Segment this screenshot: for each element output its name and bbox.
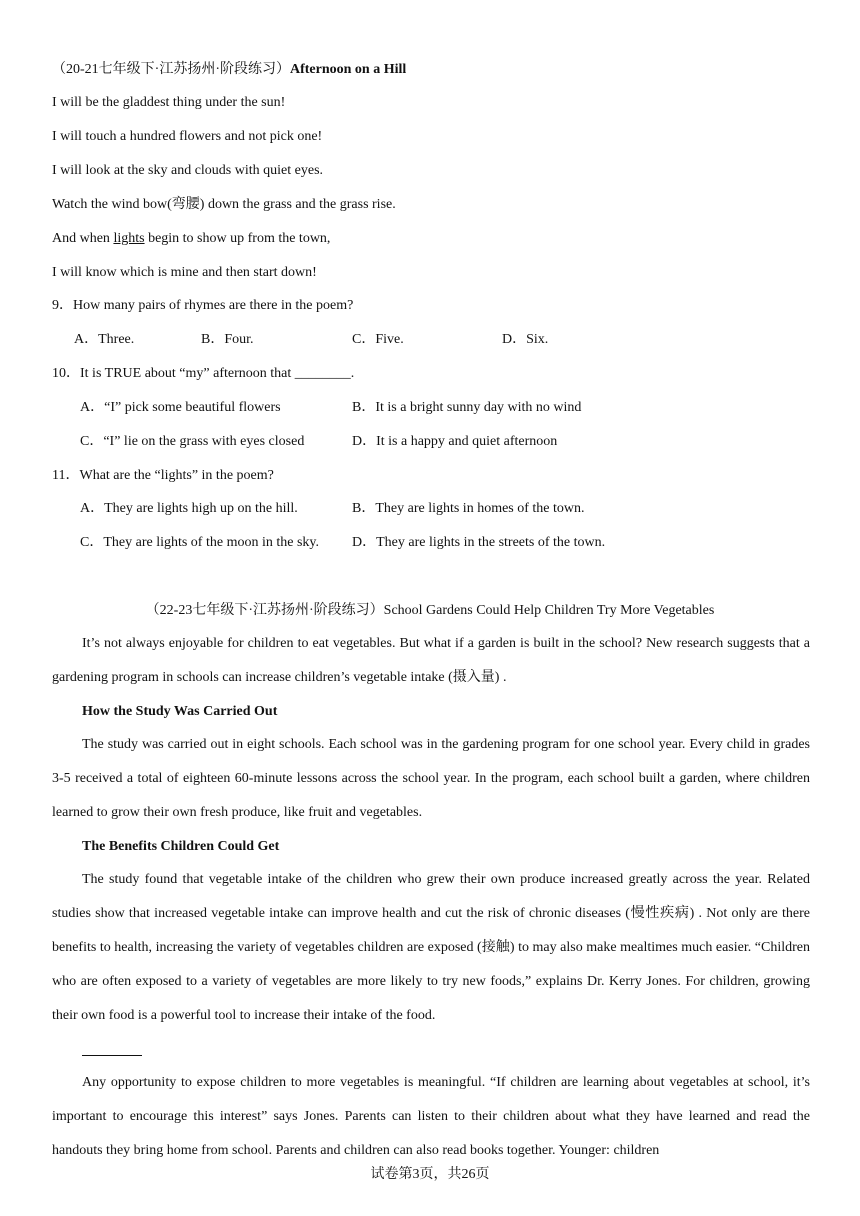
question-11-option-a[interactable]: A．They are lights high up on the hill.: [80, 501, 298, 516]
article-subheading-1: How the Study Was Carried Out: [82, 704, 278, 719]
passage-source-line: [52, 60, 406, 80]
poem-line-5-end: begin to show up from the town,: [144, 231, 331, 246]
answer-blank-line: [82, 1055, 142, 1056]
poem-line-2: I will touch a hundred flowers and not pick one!: [52, 129, 323, 144]
article-paragraph-4: Any opportunity to expose children to more vegetables is meaningful. “If children are learning about vegetables at school, it’s important to encourage this interest” says Jones. Parents can listen to their children about what they have learned and read the handouts they bring home from school. Parents and children can also read books together. Younger: children: [52, 1075, 810, 1158]
poem-line-4: Watch the wind bow(弯腰) down the grass and the grass rise.: [52, 197, 396, 212]
question-11-option-b[interactable]: B．They are lights in homes of the town.: [352, 501, 585, 516]
poem-line-1: I will be the gladdest thing under the sun!: [52, 95, 286, 110]
poem-line-5-start: And when: [52, 231, 114, 246]
question-9-stem: 9．How many pairs of rhymes are there in the poem?: [52, 298, 354, 313]
question-10-option-d[interactable]: D．It is a happy and quiet afternoon: [352, 434, 558, 449]
article-heading: （22-23七年级下·江苏扬州·阶段练习）School Gardens Could Help Children Try More Vegetables: [145, 603, 715, 618]
question-9-option-d[interactable]: D．Six.: [502, 332, 549, 347]
question-11-option-d[interactable]: D．They are lights in the streets of the town.: [352, 535, 606, 550]
poem-line-5: [52, 229, 330, 249]
question-9-option-b[interactable]: B．Four.: [201, 332, 254, 347]
page-footer: 试卷第3页，共26页: [370, 1167, 490, 1182]
question-9-option-c[interactable]: C．Five.: [352, 332, 404, 347]
question-10-option-c[interactable]: C．“I” lie on the grass with eyes closed: [80, 434, 305, 449]
question-11-stem: 11．What are the “lights” in the poem?: [52, 468, 274, 483]
passage-title: Afternoon on a Hill: [290, 62, 407, 77]
article-paragraph-2: The study was carried out in eight schools. Each school was in the gardening program for one school year. Every child in grades 3-5 received a total of eighteen 60-minute lessons across the school year. In the program, each school built a garden, where children learned to grow their own fresh produce, like fruit and vegetables.: [52, 737, 810, 820]
question-10-option-a[interactable]: A．“I” pick some beautiful flowers: [80, 400, 281, 415]
poem-line-6: I will know which is mine and then start down!: [52, 265, 317, 280]
poem-line-3: I will look at the sky and clouds with quiet eyes.: [52, 163, 324, 178]
question-10-option-b[interactable]: B．It is a bright sunny day with no wind: [352, 400, 582, 415]
question-9-option-a[interactable]: A．Three.: [74, 332, 135, 347]
article-paragraph-3: The study found that vegetable intake of the children who grew their own produce increased greatly across the year. Related studies show that increased vegetable intake can improve health and cut the risk of chronic diseases (慢性疾病) . Not only are there benefits to health, increasing the variety of vegetables children are exposed (接触) to may also make mealtimes much easier. “Children who are often exposed to a variety of vegetables are more likely to try new foods,” explains Dr. Kerry Jones. For children, growing their own food is a powerful tool to increase their intake of the food.: [52, 872, 810, 1023]
underlined-word-lights: lights: [113, 231, 145, 246]
question-11-option-c[interactable]: C．They are lights of the moon in the sky.: [80, 535, 319, 550]
article-paragraph-1: It’s not always enjoyable for children to eat vegetables. But what if a garden is built in the school? New research suggests that a gardening program in schools can increase children’s vegetable intake (摄入量) .: [52, 636, 810, 685]
article-subheading-2: The Benefits Children Could Get: [82, 839, 280, 854]
passage-source: （20-21七年级下·江苏扬州·阶段练习）: [52, 62, 290, 77]
question-10-stem: 10．It is TRUE about “my” afternoon that ________.: [52, 366, 355, 381]
